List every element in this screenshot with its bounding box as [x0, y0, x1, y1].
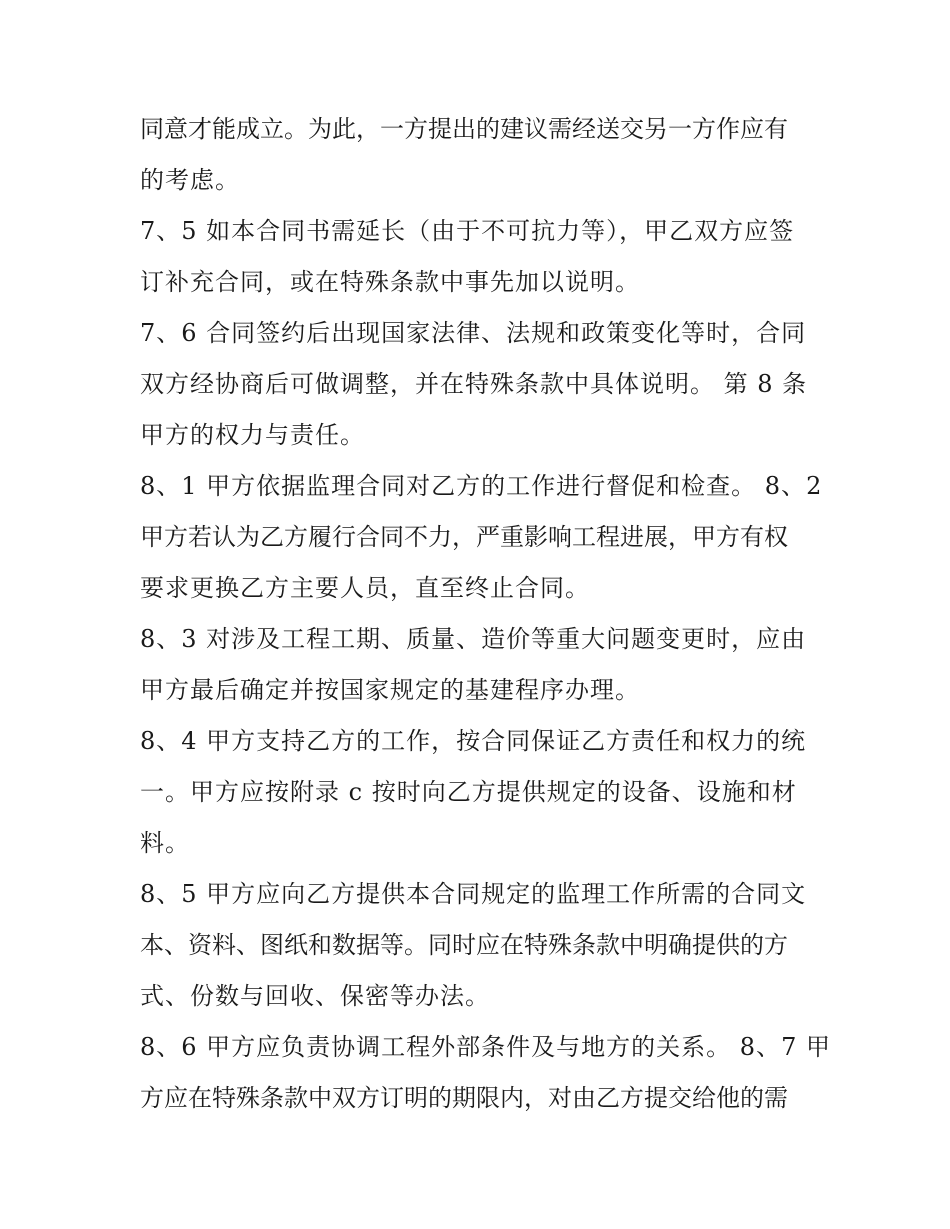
text-line: 8、1 甲方依据监理合同对乙方的工作进行督促和检查。 8、2 — [140, 472, 823, 500]
text-line: 8、4 甲方支持乙方的工作，按合同保证乙方责任和权力的统 — [140, 727, 807, 755]
text-line: 8、6 甲方应负责协调工程外部条件及与地方的关系。 8、7 甲 — [140, 1033, 831, 1061]
text-line: 同意才能成立。为此，一方提出的建议需经送交另一方作应有 — [140, 115, 788, 143]
text-line: 7、5 如本合同书需延长（由于不可抗力等），甲乙双方应签 — [140, 217, 795, 245]
text-line: 本、资料、图纸和数据等。同时应在特殊条款中明确提供的方 — [140, 931, 788, 959]
text-line: 要求更换乙方主要人员，直至终止合同。 — [140, 574, 590, 602]
text-line: 甲方的权力与责任。 — [140, 421, 365, 449]
text-line: 方应在特殊条款中双方订明的期限内，对由乙方提交给他的需 — [140, 1084, 788, 1112]
text-line: 的考虑。 — [140, 166, 240, 194]
text-line: 7、6 合同签约后出现国家法律、法规和政策变化等时，合同 — [140, 319, 807, 347]
text-line: 8、5 甲方应向乙方提供本合同规定的监理工作所需的合同文 — [140, 880, 807, 908]
text-line: 料。 — [140, 829, 190, 857]
text-line: 甲方若认为乙方履行合同不力，严重影响工程进展，甲方有权 — [140, 523, 788, 551]
document-body — [140, 104, 830, 1124]
text-line: 订补充合同，或在特殊条款中事先加以说明。 — [140, 268, 640, 296]
text-line: 双方经协商后可做调整，并在特殊条款中具体说明。 第 8 条 — [140, 370, 808, 398]
text-line: 式、份数与回收、保密等办法。 — [140, 982, 490, 1010]
text-line: 一。甲方应按附录 c 按时向乙方提供规定的设备、设施和材 — [140, 778, 797, 806]
text-line: 8、3 对涉及工程工期、质量、造价等重大问题变更时，应由 — [140, 625, 807, 653]
text-line: 甲方最后确定并按国家规定的基建程序办理。 — [140, 676, 640, 704]
